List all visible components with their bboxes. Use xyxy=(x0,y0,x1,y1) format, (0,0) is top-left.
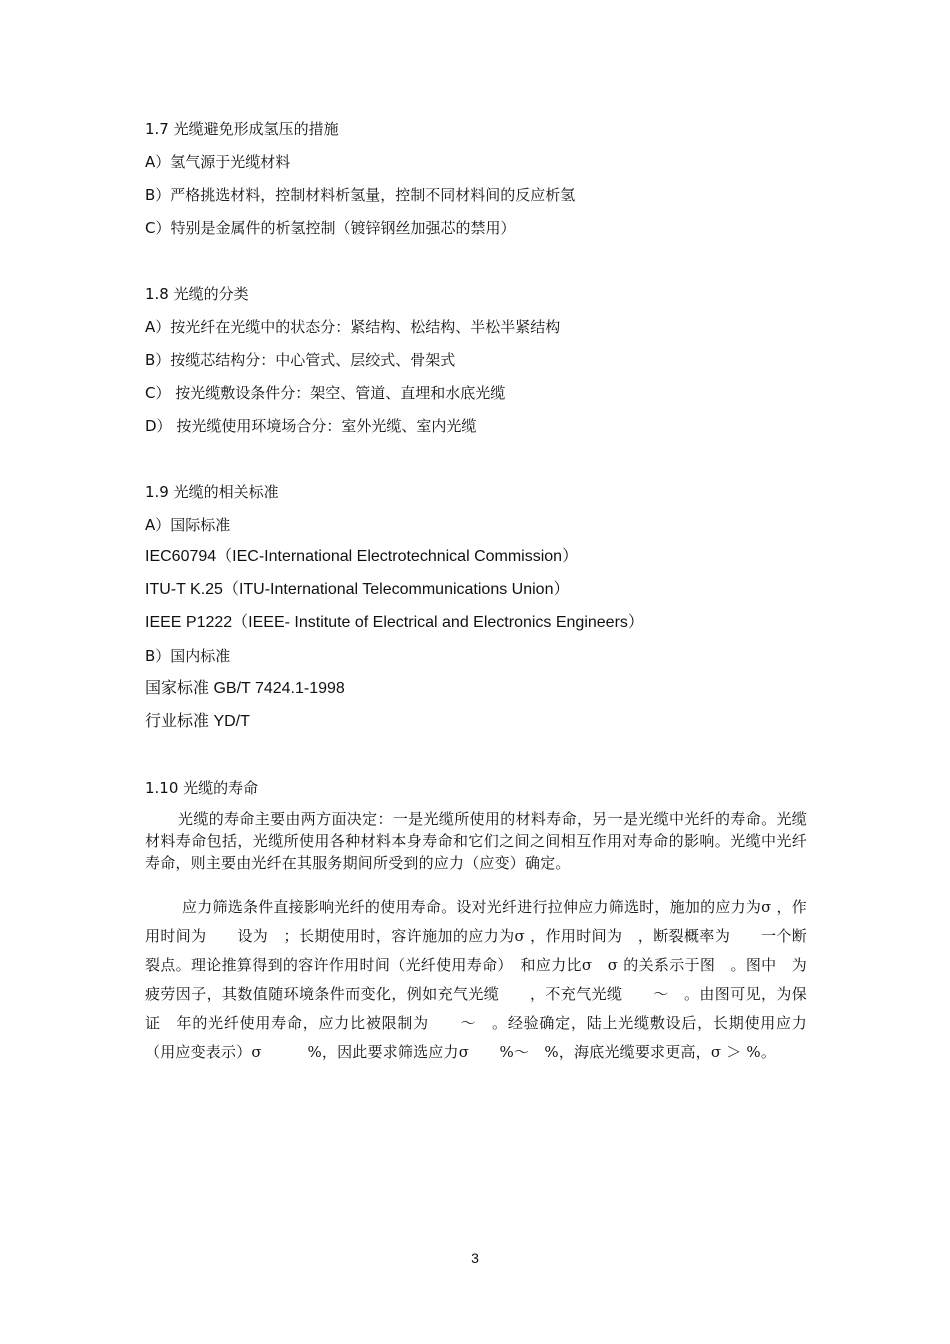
section-1-8-item-a: A）按光纤在光缆中的状态分：紧结构、松结构、半松半紧结构 xyxy=(145,318,561,336)
section-1-9-item-domestic: B）国内标准 xyxy=(145,647,231,665)
lifetime-paragraph-2: 应力筛选条件直接影响光纤的使用寿命。设对光纤进行拉伸应力筛选时，施加的应力为σ ，作用时间为 设为 ；长期使用时，容许施加的应力为σ ，作用时间为 ，断裂概率为 一个断裂点。理论推算得到的容许作用时间（光纤使用寿命） 和应力比σ σ 的关系示于图 。图中 为疲劳因子，其数值随环境条件而变化，例如充气光缆 ，不充气光缆 ～ 。由图可见，为保证 年的光纤使用寿命，应力比被限制为 ～ 。经验确定，陆上光缆敷设后，长期使用应力（用应变表示）σ %，因此要求筛选应力σ %～ %，海底光缆要求更高，σ ＞ %。 xyxy=(145,898,807,1061)
lifetime-paragraph-1: 光缆的寿命主要由两方面决定：一是光缆所使用的材料寿命，另一是光缆中光纤的寿命。光缆材料寿命包括，光缆所使用各种材料本身寿命和它们之间之间相互作用对寿命的影响。光缆中光纤寿命，则主要由光纤在其服务期间所受到的应力（应变）确定。 xyxy=(145,810,807,872)
section-1-9-heading: 1.9 光缆的相关标准 xyxy=(145,483,279,501)
section-1-8-item-c: C） 按光缆敷设条件分：架空、管道、直埋和水底光缆 xyxy=(145,384,506,402)
section-1-9-item-international: A）国际标准 xyxy=(145,516,231,534)
section-1-8-item-b: B）按缆芯结构分：中心管式、层绞式、骨架式 xyxy=(145,351,456,369)
standard-ieee: IEEE P1222（IEEE- Institute of Electrical and Electronics Engineers） xyxy=(145,614,644,631)
section-1-8-item-d: D） 按光缆使用环境场合分：室外光缆、室内光缆 xyxy=(145,417,477,435)
section-1-10-heading: 1.10 光缆的寿命 xyxy=(145,779,259,797)
section-1-7-heading: 1.7 光缆避免形成氢压的措施 xyxy=(145,120,339,138)
standard-gb: 国家标准 GB/T 7424.1-1998 xyxy=(145,680,345,697)
section-1-7-item-a: A）氢气源于光缆材料 xyxy=(145,153,291,171)
page-number: 3 xyxy=(471,1250,479,1266)
section-1-8-heading: 1.8 光缆的分类 xyxy=(145,285,249,303)
section-1-7-item-c: C）特别是金属件的析氢控制（镀锌钢丝加强芯的禁用） xyxy=(145,219,516,237)
standard-yd: 行业标准 YD/T xyxy=(145,713,250,730)
standard-itu: ITU-T K.25（ITU-International Telecommunications Union） xyxy=(145,581,570,598)
section-1-7-item-b: B）严格挑选材料，控制材料析氢量，控制不同材料间的反应析氢 xyxy=(145,186,576,204)
standard-iec: IEC60794（IEC-International Electrotechnical Commission） xyxy=(145,548,579,565)
